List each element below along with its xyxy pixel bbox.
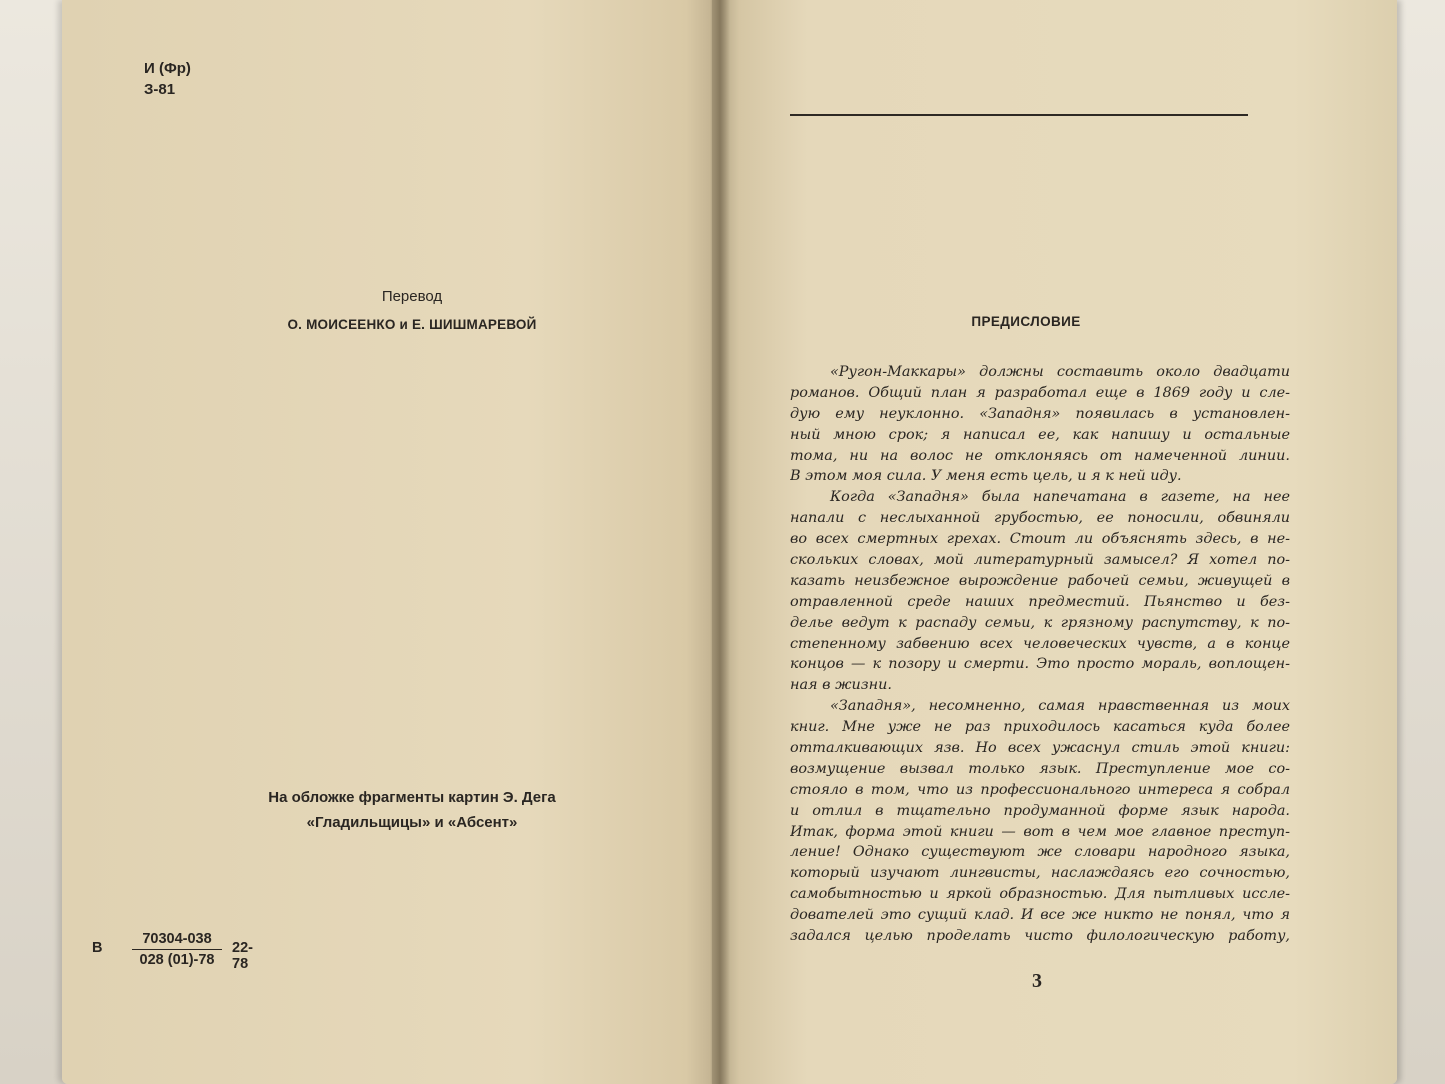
preface-heading: ПРЕДИСЛОВИЕ	[971, 314, 1081, 329]
text-line: самобытностью и яркой образностью. Для пытливых иссле-	[790, 886, 1290, 903]
catalog-letter: В	[92, 940, 103, 956]
cover-note	[212, 785, 612, 835]
text-line: отталкивающих язв. Но всех ужаснул стиль этой книги:	[790, 740, 1290, 757]
text-line: Итак, форма этой книги — вот в чем мое главное преступ-	[790, 823, 1290, 840]
header-rule	[790, 114, 1248, 116]
text-line: концов — к позору и смерти. Это просто мораль, воплощен-	[790, 656, 1290, 673]
text-line: «Западня», несомненно, самая нравственная из моих	[830, 698, 1290, 715]
catalog-numerator: 70304-038	[142, 931, 212, 947]
text-line: «Ругон-Маккары» должны составить около двадцати	[830, 364, 1290, 380]
text-line: Когда «Западня» была напечатана в газете, на нее	[830, 489, 1290, 506]
index-code-line: И (Фр)	[144, 60, 191, 77]
text-line: ление! Однако существуют же словари народного языка,	[790, 844, 1290, 861]
text-line: книг. Мне уже не раз приходилось касаться куда более	[790, 719, 1290, 736]
text-line: казать неизбежное вырождение рабочей семьи, живущей в	[790, 572, 1290, 589]
text-line: отравленной среде наших предместий. Пьянство и без-	[790, 593, 1290, 610]
text-line: ный мною срок; я написал ее, как напишу и остальные	[790, 426, 1290, 443]
page-number: 3	[1032, 970, 1042, 992]
text-line: степенному забвению всех человеческих чувств, а в конце	[790, 635, 1290, 652]
translation-label: Перевод	[381, 288, 443, 305]
library-index-code	[144, 58, 191, 100]
text-line: романов. Общий план я разработал еще в 1869 году и сле-	[790, 384, 1290, 401]
text-line: задался целью проделать чисто филологическую работу,	[790, 928, 1290, 945]
text-line: В этом моя сила. У меня есть цель, и я к ней иду.	[790, 468, 1182, 485]
show-through-title	[212, 60, 632, 170]
text-line: делье ведут к распаду семьи, к грязному распутству, к по-	[790, 614, 1290, 631]
fraction-bar	[132, 949, 222, 950]
text-line: дователей это сущий клад. И все же никто не понял, что я	[790, 907, 1290, 924]
preface-body	[790, 362, 1290, 947]
text-line: стояло в том, что из профессионального интереса я собрал	[790, 781, 1290, 798]
text-line: и отлил в тщательно продуманной форме язык народа.	[790, 802, 1290, 819]
text-line: во всех смертных грехах. Стоит ли объяснять здесь, в не-	[790, 531, 1290, 548]
translation-credit	[212, 283, 612, 339]
book-gutter	[710, 0, 730, 1084]
translators-names: О. МОИСЕЕНКО и Е. ШИШМАРЕВОЙ	[287, 317, 537, 332]
text-line: который изучают лингвисты, наслаждаясь его сочностью,	[790, 865, 1290, 882]
right-page	[712, 0, 1397, 1084]
open-book	[62, 0, 1397, 1084]
cover-note-line: «Гладильщицы» и «Абсент»	[306, 814, 518, 831]
text-line: возмущение вызвал только язык. Преступление мое со-	[790, 760, 1290, 777]
catalog-denominator: 028 (01)-78	[139, 952, 215, 968]
catalog-code: 22-78	[232, 940, 253, 972]
index-code-line: З-81	[144, 81, 176, 98]
text-line: ная в жизни.	[790, 677, 892, 694]
catalog-fraction	[132, 930, 222, 969]
left-page	[62, 0, 726, 1084]
text-line: скольких словах, мой литературный замысел? Я хотел по-	[790, 552, 1290, 569]
text-line: тома, ни на волос не отклоняясь от намеченной линии.	[790, 447, 1290, 464]
text-line: напали с неслыханной грубостью, ее поносили, обвиняли	[790, 510, 1290, 527]
text-line: дую ему неуклонно. «Западня» появилась в установлен-	[790, 405, 1290, 422]
cover-note-line: На обложке фрагменты картин Э. Дега	[268, 789, 556, 806]
